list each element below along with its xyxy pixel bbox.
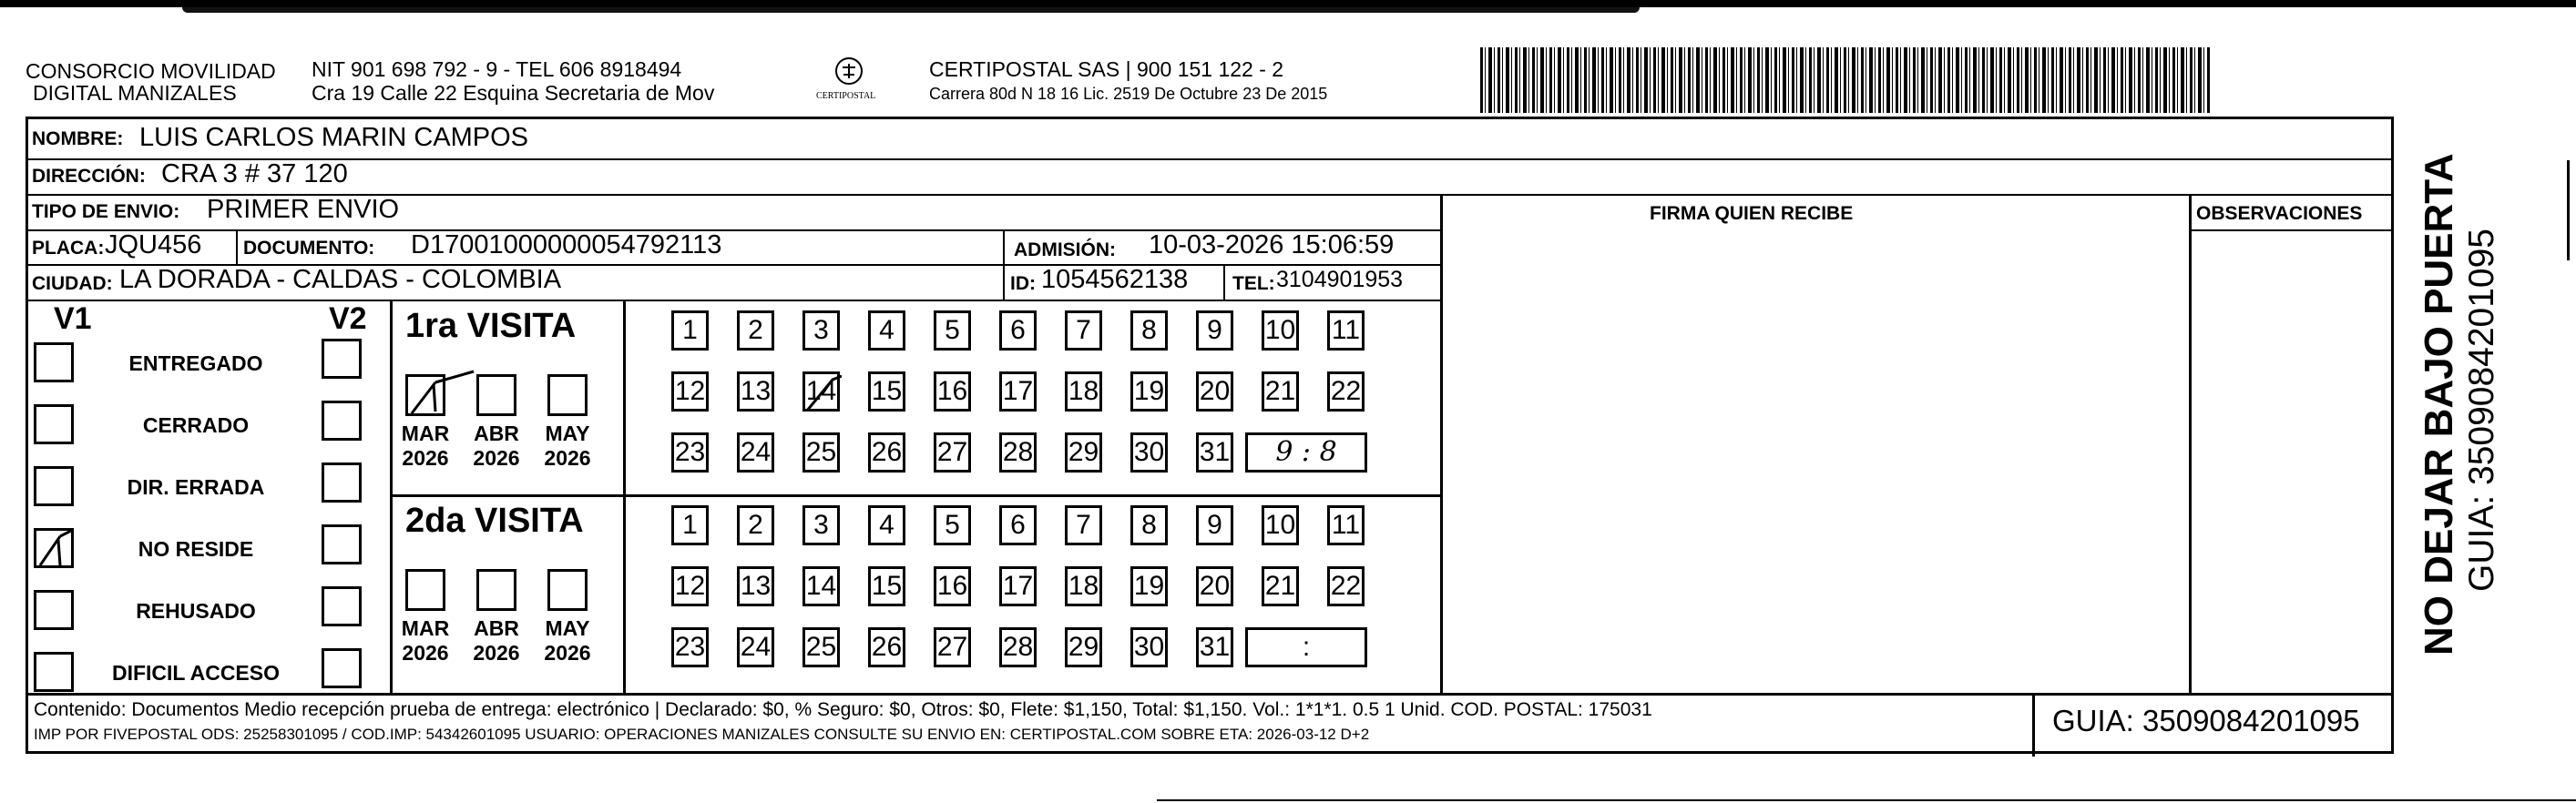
day-box[interactable]: 22 [1327, 566, 1365, 606]
day-box[interactable]: 24 [737, 432, 774, 473]
status-label: REHUSADO [136, 599, 256, 623]
status-label: DIFICIL ACCESO [111, 661, 280, 685]
month-label: MAY 2026 [544, 616, 591, 665]
day-box[interactable]: 23 [671, 627, 709, 667]
status-v1-checkbox[interactable] [34, 404, 74, 444]
day-box[interactable]: 21 [1262, 566, 1299, 606]
documento-label: DOCUMENTO: [243, 238, 375, 259]
day-box[interactable]: 11 [1327, 505, 1365, 545]
day-box[interactable]: 21 [1262, 371, 1299, 412]
day-box[interactable]: 15 [868, 371, 905, 412]
day-box[interactable]: 17 [999, 566, 1037, 606]
day-box[interactable]: 20 [1196, 371, 1233, 412]
status-v1-checkbox[interactable] [34, 652, 74, 692]
day-box[interactable]: 6 [999, 505, 1037, 545]
nit-line: NIT 901 698 792 - 9 - TEL 606 8918494 [312, 57, 682, 81]
status-v2-checkbox[interactable] [322, 524, 362, 564]
day-box[interactable]: 27 [934, 627, 971, 667]
id-value: 1054562138 [1041, 265, 1189, 294]
day-box[interactable]: 24 [737, 627, 774, 667]
barcode [1480, 47, 2211, 113]
status-v1-checkbox[interactable] [34, 466, 74, 506]
status-v2-checkbox[interactable] [322, 401, 362, 441]
day-box[interactable]: 30 [1130, 627, 1168, 667]
day-box[interactable]: 20 [1196, 566, 1233, 606]
observaciones-label: OBSERVACIONES [2196, 203, 2363, 224]
v2-label: V2 [329, 301, 367, 336]
placa-value: JQU456 [105, 230, 202, 259]
check-mark-icon [408, 377, 472, 415]
scan-edge-mark [2567, 160, 2570, 260]
status-v1-checkbox[interactable] [34, 590, 74, 630]
admision-label: ADMISIÓN: [1014, 239, 1116, 260]
day-box[interactable]: 2 [737, 505, 774, 545]
documento-value: D17001000000054792113 [411, 230, 722, 259]
month-label: MAR 2026 [401, 616, 450, 665]
day-mark-icon [805, 374, 842, 412]
day-box[interactable]: 28 [999, 627, 1037, 667]
day-box[interactable]: 1 [671, 505, 709, 545]
day-box[interactable]: 16 [934, 371, 971, 412]
day-box[interactable]: 15 [868, 566, 905, 606]
day-box[interactable]: 13 [737, 371, 774, 412]
status-v2-checkbox[interactable] [322, 586, 362, 626]
day-box[interactable]: 31 [1196, 432, 1233, 473]
id-label: ID: [1010, 273, 1036, 294]
day-box[interactable]: 3 [802, 505, 840, 545]
direccion-label: DIRECCIÓN: [32, 166, 146, 187]
month-label: MAR 2026 [401, 422, 450, 470]
ciudad-value: LA DORADA - CALDAS - COLOMBIA [119, 265, 562, 294]
day-box[interactable]: 4 [868, 505, 905, 545]
visit-title: 1ra VISITA [405, 307, 577, 345]
status-label: NO RESIDE [138, 537, 254, 561]
day-box[interactable]: 8 [1130, 310, 1168, 351]
status-v2-checkbox[interactable] [322, 339, 362, 379]
day-box[interactable]: 10 [1262, 310, 1299, 351]
day-box[interactable]: 23 [671, 432, 709, 473]
scan-edge [0, 0, 2576, 20]
month-checkbox[interactable] [405, 374, 445, 416]
day-box[interactable]: 19 [1130, 566, 1168, 606]
direccion-value: CRA 3 # 37 120 [161, 159, 348, 188]
day-box[interactable]: 17 [999, 371, 1037, 412]
day-box[interactable]: 3 [802, 310, 840, 351]
day-box[interactable]: 18 [1065, 371, 1102, 412]
day-box[interactable]: 31 [1196, 627, 1233, 667]
firma-label: FIRMA QUIEN RECIBE [1650, 203, 1854, 224]
status-v2-checkbox[interactable] [322, 648, 362, 688]
day-box[interactable]: 9 [1196, 310, 1233, 351]
status-label: DIR. ERRADA [127, 475, 265, 499]
admision-value: 10-03-2026 15:06:59 [1149, 230, 1395, 259]
day-box[interactable]: 9 [1196, 505, 1233, 545]
company-name-line1: CONSORCIO MOVILIDAD [26, 59, 276, 83]
day-box[interactable]: 14 [802, 566, 840, 606]
day-box[interactable]: 22 [1327, 371, 1365, 412]
status-label: CERRADO [142, 413, 250, 437]
month-checkbox[interactable] [476, 569, 516, 611]
placa-label: PLACA: [32, 238, 105, 259]
month-label: ABR 2026 [473, 616, 520, 665]
v1-label: V1 [54, 301, 92, 336]
day-box[interactable]: 13 [737, 566, 774, 606]
time-field[interactable]: 9 : 8 [1245, 432, 1367, 473]
ciudad-label: CIUDAD: [32, 273, 113, 294]
status-v1-checkbox[interactable] [34, 528, 74, 568]
day-box[interactable]: 7 [1065, 505, 1102, 545]
time-field[interactable]: : [1245, 627, 1367, 667]
day-box[interactable]: 18 [1065, 566, 1102, 606]
day-box[interactable]: 11 [1327, 310, 1365, 351]
day-box[interactable]: 19 [1130, 371, 1168, 412]
visit-title: 2da VISITA [405, 502, 584, 540]
nombre-label: NOMBRE: [32, 128, 124, 149]
day-box[interactable]: 8 [1130, 505, 1168, 545]
month-label: ABR 2026 [473, 422, 520, 470]
month-checkbox[interactable] [405, 569, 445, 611]
check-mark-icon [36, 531, 73, 567]
company-name-line2: DIGITAL MANIZALES [33, 81, 237, 105]
courier-name: CERTIPOSTAL SAS | 900 151 122 - 2 [929, 57, 1284, 81]
day-box[interactable]: 5 [934, 310, 971, 351]
side-guia: GUIA: 3509084201095 [2462, 229, 2501, 592]
day-box[interactable]: 10 [1262, 505, 1299, 545]
month-checkbox[interactable] [547, 374, 588, 416]
side-warning: NO DEJAR BAJO PUERTA [2417, 153, 2461, 656]
month-checkbox[interactable] [476, 374, 516, 416]
day-box[interactable]: 29 [1065, 627, 1102, 667]
month-label: MAY 2026 [544, 422, 591, 470]
day-box[interactable]: 16 [934, 566, 971, 606]
tipo-envio-label: TIPO DE ENVIO: [32, 201, 180, 222]
contenido-text: Contenido: Documentos Medio recepción prueba de entrega: electrónico | Declarado: $0, % Seguro: $0, Otros: $0, Flete: $1,150, Total: $1,150. Vol.: 1*1*1. 0.5 1 Unid. COD. POSTAL: 175031 [34, 699, 1652, 720]
day-box[interactable]: 2 [737, 310, 774, 351]
month-checkbox[interactable] [547, 569, 588, 611]
day-box[interactable]: 4 [868, 310, 905, 351]
status-label: ENTREGADO [128, 351, 263, 375]
day-box[interactable]: 29 [1065, 432, 1102, 473]
courier-address: Carrera 80d N 18 16 Lic. 2519 De Octubre 23 De 2015 [929, 85, 1328, 103]
day-box[interactable]: 30 [1130, 432, 1168, 473]
nombre-value: LUIS CARLOS MARIN CAMPOS [139, 123, 529, 152]
day-box[interactable]: 12 [671, 371, 709, 412]
tipo-envio-value: PRIMER ENVIO [207, 195, 400, 224]
day-box[interactable]: 6 [999, 310, 1037, 351]
day-box[interactable]: 1 [671, 310, 709, 351]
day-box[interactable]: 25 [802, 627, 840, 667]
day-box[interactable]: 12 [671, 566, 709, 606]
certipostal-logo-icon [831, 55, 867, 91]
delivery-form [26, 117, 2394, 754]
scan-bottom-edge [1157, 799, 2576, 801]
day-box[interactable]: 7 [1065, 310, 1102, 351]
day-box[interactable]: 26 [868, 432, 905, 473]
day-box[interactable]: 25 [802, 432, 840, 473]
company-address: Cra 19 Calle 22 Esquina Secretaria de Mov [312, 81, 715, 105]
imp-text: IMP POR FIVEPOSTAL ODS: 25258301095 / COD.IMP: 54342601095 USUARIO: OPERACIONES MANIZALES CONSULTE SU ENVIO EN: CERTIPOSTAL.COM SOBRE ETA: 2026-03-12 D+2 [34, 726, 1370, 743]
day-box[interactable]: 28 [999, 432, 1037, 473]
day-box[interactable]: 26 [868, 627, 905, 667]
tel-value: 3104901953 [1276, 267, 1404, 292]
status-v2-checkbox[interactable] [322, 462, 362, 503]
logo-caption: CERTIPOSTAL [816, 91, 876, 101]
day-box[interactable]: 27 [934, 432, 971, 473]
day-box[interactable]: 5 [934, 505, 971, 545]
tel-label: TEL: [1232, 273, 1275, 294]
footer-guia: GUIA: 3509084201095 [2052, 704, 2360, 737]
status-v1-checkbox[interactable] [34, 342, 74, 382]
day-box[interactable]: 14 [802, 371, 840, 412]
